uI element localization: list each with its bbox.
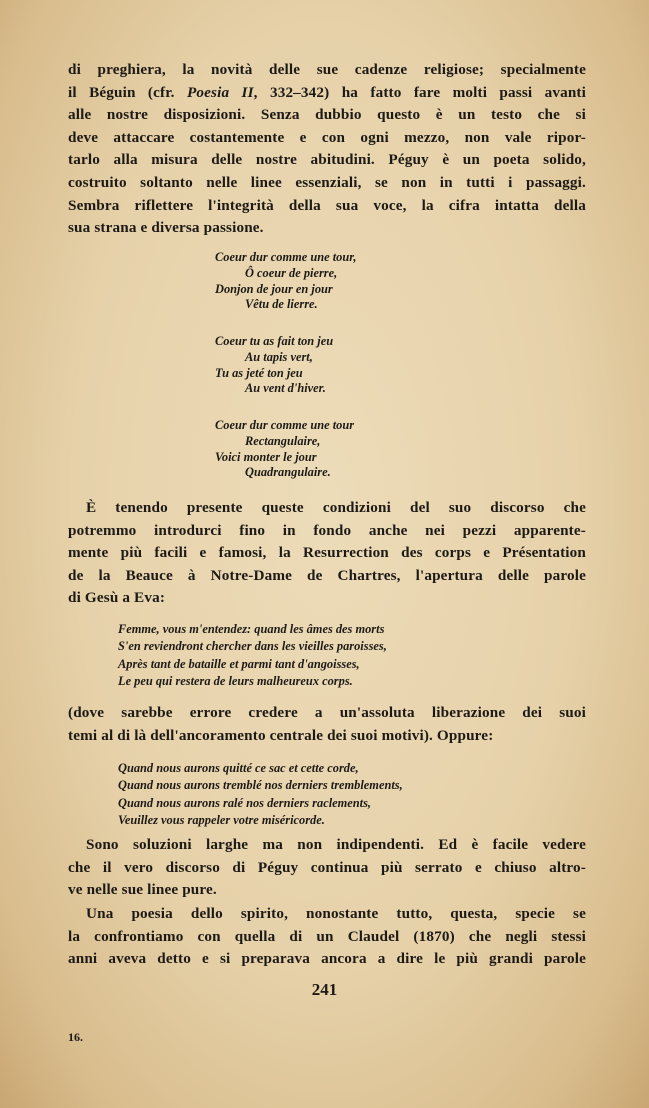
paragraph-4 bbox=[68, 834, 586, 902]
paragraph-1-line: deve attaccare costantemente e con ogni mezzo, non vale ripor- bbox=[68, 128, 586, 146]
verse-line: Ô coeur de pierre, bbox=[245, 265, 338, 280]
paragraph-2-line: de la Beauce à Notre-Dame de Chartres, l'apertura delle parole bbox=[68, 566, 586, 584]
quote-line: S'en reviendront chercher dans les vieilles paroisses, bbox=[118, 639, 387, 654]
paragraph-1-line: di preghiera, la novità delle sue cadenze religiose; specialmente bbox=[68, 61, 586, 78]
poem-stanza-3 bbox=[215, 418, 354, 481]
quote-line: Femme, vous m'entendez: quand les âmes des morts bbox=[118, 622, 385, 636]
verse-line: Au tapis vert, bbox=[245, 349, 313, 364]
page-number: 241 bbox=[311, 980, 338, 999]
verse-line: Coeur dur comme une tour bbox=[215, 418, 355, 432]
paragraph-5-line: Una poesia dello spirito, nonostante tutto, questa, specie se bbox=[86, 905, 586, 922]
quote-line: Le peu qui restera de leurs malheureux corps. bbox=[118, 674, 353, 689]
paragraph-5-line: anni aveva detto e si preparava ancora a dire le più grandi parole bbox=[68, 950, 586, 968]
paragraph-2-line: È tenendo presente queste condizioni del suo discorso che bbox=[86, 499, 586, 516]
paragraph-5-line: la confrontiamo con quella di un Claudel (1870) che negli stessi bbox=[68, 927, 586, 945]
quote-line: Quand nous aurons ralé nos derniers raclements, bbox=[118, 795, 372, 810]
poem-stanza-2 bbox=[215, 334, 333, 397]
paragraph-3-line: temi al di là dell'ancoramento centrale dei suoi motivi). Oppure: bbox=[68, 726, 494, 744]
quote-1 bbox=[118, 621, 387, 691]
verse-line: Vêtu de lierre. bbox=[245, 297, 318, 312]
paragraph-4-line: Sono soluzioni larghe ma non indipendenti. Ed è facile vedere bbox=[86, 836, 586, 853]
verse-line: Quadrangulaire. bbox=[245, 465, 331, 480]
quote-2 bbox=[118, 760, 403, 830]
paragraph-3 bbox=[68, 702, 586, 747]
verse-line: Rectangulaire, bbox=[245, 433, 321, 448]
paragraph-3-line: (dove sarebbe errore credere a un'assoluta liberazione dei suoi bbox=[68, 704, 586, 721]
paragraph-1-line: il Béguin (cfr. Poesia II, 332–342) ha fatto fare molti passi avanti bbox=[68, 83, 587, 101]
paragraph-1-line: alle nostre disposizioni. Senza dubbio questo è un testo che si bbox=[68, 106, 586, 124]
verse-line: Voici monter le jour bbox=[215, 449, 317, 464]
verse-line: Au vent d'hiver. bbox=[245, 381, 326, 396]
quote-line: Après tant de bataille et parmi tant d'angoisses, bbox=[118, 656, 360, 671]
paragraph-2 bbox=[68, 497, 586, 610]
verse-line: Donjon de jour en jour bbox=[215, 281, 333, 296]
paragraph-5 bbox=[68, 903, 586, 971]
paragraph-2-line: potremmo introdurci fino in fondo anche nei pezzi apparente- bbox=[68, 521, 586, 539]
quote-line: Veuillez vous rappeler votre miséricorde. bbox=[118, 813, 325, 828]
paragraph-2-line: mente più facili e famosi, la Resurrection des corps e Présentation bbox=[68, 544, 586, 562]
quote-line: Quand nous aurons quitté ce sac et cette corde, bbox=[118, 761, 359, 775]
paragraph-4-line: ve nelle sue linee pure. bbox=[68, 881, 217, 899]
poem-stanza-1 bbox=[215, 250, 357, 313]
paragraph-1-line: Sembra riflettere l'integrità della sua voce, la cifra intatta della bbox=[68, 196, 586, 214]
verse-line: Tu as jeté ton jeu bbox=[215, 365, 303, 380]
signature-mark: 16. bbox=[68, 1030, 83, 1044]
paragraph-1-line: costruito soltanto nelle linee essenziali, se non in tutti i passaggi. bbox=[68, 173, 586, 191]
paragraph-2-line: di Gesù a Eva: bbox=[68, 589, 166, 607]
paragraph-1-line: sua strana e diversa passione. bbox=[68, 219, 264, 237]
paragraph-1-line: tarlo alla misura delle nostre abitudini. Péguy è un poeta solido, bbox=[68, 151, 586, 169]
paragraph-1 bbox=[68, 59, 586, 240]
verse-line: Coeur tu as fait ton jeu bbox=[215, 334, 334, 348]
verse-line: Coeur dur comme une tour, bbox=[215, 250, 357, 264]
paragraph-4-line: che il vero discorso di Péguy continua più serrato e chiuso altro- bbox=[68, 858, 586, 876]
quote-line: Quand nous aurons tremblé nos derniers tremblements, bbox=[118, 778, 403, 793]
